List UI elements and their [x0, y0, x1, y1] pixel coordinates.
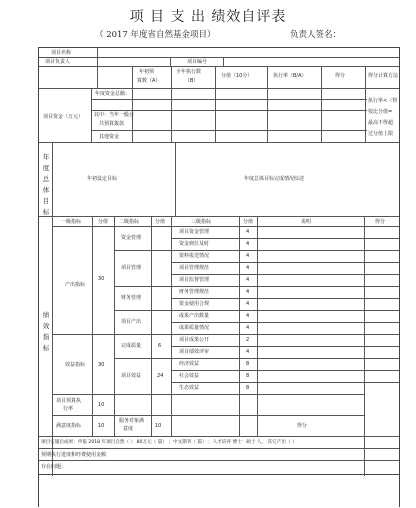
sat-l2-label-b: 意度: [123, 426, 134, 432]
level3-row-line: [171, 238, 399, 239]
level3-weight: 8: [246, 385, 250, 391]
level3-weight: 4: [246, 313, 250, 319]
goals-expected-label: 年初设定目标: [87, 176, 118, 182]
level3-name: 社会效益: [179, 373, 200, 379]
level3-weight: 4: [246, 265, 250, 271]
level2-project-mgmt: 项目管理: [121, 265, 142, 271]
level3-weight: 8: [246, 373, 250, 379]
level3-weight: 4: [246, 289, 250, 295]
level3-name: 资金到位及时: [179, 241, 210, 247]
level3-name: 资料报送情况: [179, 253, 210, 259]
level3-weight: 4: [246, 325, 250, 331]
level2-fund-mgmt: 资金管理: [121, 235, 142, 241]
level3-row-line: [171, 310, 399, 311]
level1-benefit: 效益指标: [65, 362, 86, 368]
level3-name: 成果质量情况: [179, 325, 210, 331]
level2-benefit: 项目效益: [121, 373, 142, 379]
level3-weight: 4: [246, 349, 250, 355]
project-leader-label: 项目负责人: [45, 59, 71, 65]
level3-name: 项目绩效评审: [179, 349, 210, 355]
footer-line3: 存在问题：: [41, 464, 67, 470]
level3-row-line: [171, 298, 399, 299]
level3-name: 经济效益: [179, 361, 200, 367]
level3-row-line: [171, 322, 399, 323]
sat-row-weight: 10: [98, 423, 105, 429]
footer-line2: 预期执行进度和经费使用金额: [41, 452, 107, 458]
level3-row-line: [171, 274, 399, 275]
funds-fiscal2-label: 共预算拨款: [99, 121, 125, 127]
level3-row-line: [171, 370, 399, 371]
sat-row-label: 满意度指标: [56, 423, 82, 429]
level2-finance-mgmt: 财务管理: [121, 295, 142, 301]
level1-benefit-weight: 30: [98, 362, 105, 368]
exec-row-label2: 行率: [63, 406, 74, 412]
level3-row-line: [171, 358, 399, 359]
funds-rule2: 按比分值=: [368, 109, 393, 115]
level3-weight: 4: [246, 241, 250, 247]
level3-weight: 2: [246, 337, 250, 343]
funds-label: 项目资金（万元）: [43, 114, 84, 120]
funds-rule3: 最高不得超: [368, 120, 394, 126]
funds-other-label: 其他资金: [99, 134, 120, 140]
project-name-label: 项目名称: [51, 50, 72, 56]
level3-weight: 4: [246, 301, 250, 307]
exec-row-label1: 项目预算执: [56, 398, 82, 404]
th-weight1: 分值: [98, 219, 109, 225]
th-desc: 说明: [301, 219, 312, 225]
form-table: [38, 47, 400, 475]
level3-row-line: [171, 262, 399, 263]
level2-output: 项目产出: [121, 319, 142, 325]
level3-weight: 4: [246, 229, 250, 235]
exec-row-weight: 10: [98, 402, 105, 408]
budget-label: 年初预: [139, 69, 155, 75]
sat-score-label: 得分: [297, 423, 308, 429]
level3-row-line: [171, 250, 399, 251]
level3-name: 项目管理规范: [179, 265, 210, 271]
th-weight2: 分值: [155, 219, 166, 225]
level3-weight: 4: [246, 277, 250, 283]
goals-actual-label: 年度总体目标完成情况综述: [244, 176, 305, 182]
level3-row-line: [171, 346, 399, 347]
form-subtitle: （ 2017 年度省自然基金项目）: [95, 30, 216, 40]
exec-rate-label: 执行率（B/A）: [273, 73, 307, 79]
th-level2: 二级指标: [119, 219, 140, 225]
form-bottom-extension: [38, 474, 400, 507]
level2-quality-weight: 6: [158, 343, 162, 349]
score-calc-label: 得分计算方法: [368, 73, 399, 79]
footer-line1: 项目实施后成果：申报 2018 年项目自然（ ） 80万元（ 篇） ；中文期刊（ 篇） ；人才培养 博士：硕士 人， 其它产出（ ）: [41, 440, 297, 445]
full-year-label-b: （B）: [185, 78, 199, 84]
level3-name: 资金使用合规: [179, 301, 210, 307]
form-title: 项 目 支 出 绩效自评表: [129, 9, 287, 25]
funds-rule4: 过分值上限: [368, 131, 394, 137]
level3-row-line: [171, 286, 399, 287]
level3-row-line: [171, 334, 399, 335]
funds-fiscal1-label: 其中：当年一般公: [94, 112, 135, 118]
full-year-label: 全年执行数: [176, 69, 202, 75]
level3-name: 项目成果公开: [179, 337, 210, 343]
level3-name: 项目监督管理: [179, 277, 210, 283]
funds-total-label: 年度资金总额：: [95, 91, 131, 97]
level3-name: 财务管理规范: [179, 289, 210, 295]
signer-label: 负责人签名：: [290, 30, 342, 40]
level3-weight: 8: [246, 361, 250, 367]
sat-l2-weight: 10: [155, 423, 162, 429]
level1-output: 产出指标: [65, 282, 86, 288]
level2-benefit-weight: 24: [157, 373, 164, 379]
th-level3: 三级指标: [191, 219, 212, 225]
th-level1: 一级指标: [61, 219, 82, 225]
level3-weight: 4: [246, 253, 250, 259]
project-code-label: 项目编号: [187, 59, 208, 65]
budget-label-a: 算数（A）: [137, 78, 161, 84]
sat-l2-label-a: 服务对象满: [119, 418, 145, 424]
level2-quality: 完成质量: [121, 343, 142, 349]
th-weight3: 分值: [243, 219, 254, 225]
level3-row-line: [171, 382, 399, 383]
funds-rule1: 执行率<（得: [368, 98, 398, 104]
level1-output-weight: 30: [98, 276, 105, 282]
th-score: 得分: [375, 219, 386, 225]
level3-name: 成果产出数量: [179, 313, 210, 319]
level3-name: 项目资金管理: [179, 229, 210, 235]
perf-side-label: 绩效指标: [42, 311, 50, 352]
level3-name: 生态效益: [179, 385, 200, 391]
goals-side-label: 年度总体目标: [42, 153, 50, 216]
score-label: 得分: [335, 73, 346, 79]
subtitle-line: [0, 28, 416, 42]
score-col-label: 分值（10分）: [221, 73, 253, 79]
